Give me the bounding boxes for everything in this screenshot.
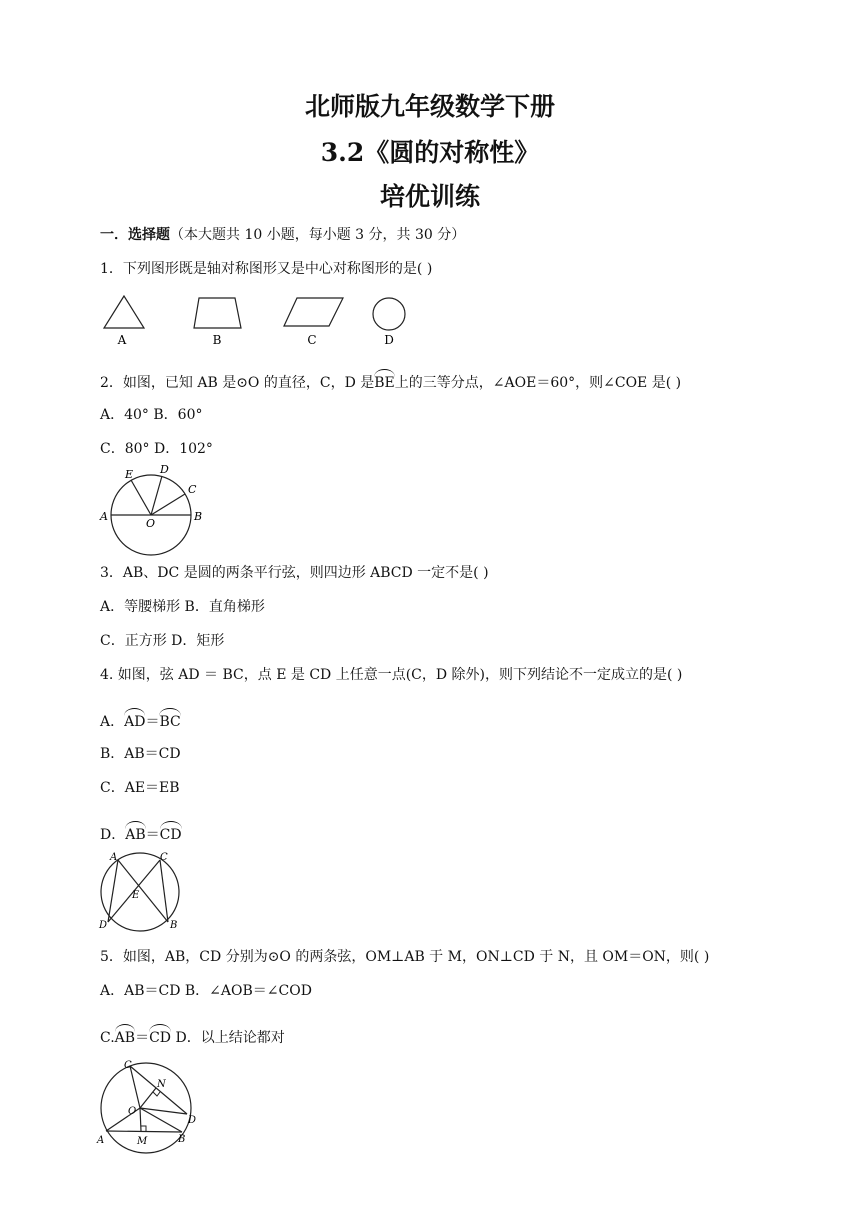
title-book: 北师版九年级数学下册 <box>304 92 555 121</box>
q5-label-c: C <box>124 1060 132 1071</box>
shape-label-b: B <box>212 333 222 347</box>
q2-options-2: C．80° D．102° <box>100 441 213 457</box>
q2-stem <box>100 372 681 392</box>
q3-options-1: A．等腰梯形 B．直角梯形 <box>100 599 265 615</box>
trapezoid-shape <box>194 298 241 328</box>
q5-options-1: A．AB＝CD B．∠AOB＝∠COD <box>100 983 312 999</box>
shape-label-a: A <box>117 333 127 347</box>
q2-circle-figure <box>96 462 206 558</box>
q2-stem-part2: 上的三等分点，∠AOE＝60°，则∠COE 是( ) <box>394 375 682 391</box>
q5-label-d: D <box>188 1115 197 1126</box>
q2-label-b: B <box>194 510 203 523</box>
q5-chord-cd <box>130 1066 187 1114</box>
q2-label-o: O <box>146 517 156 530</box>
q4-label-d: D <box>99 920 108 931</box>
q5-option-c-equals: ＝ <box>135 1030 150 1046</box>
q4-arc-ab: AB <box>125 824 145 844</box>
q2-stem-part1: 2．如图，已知 AB 是⊙O 的直径，C，D 是 <box>100 375 375 391</box>
section-title: 一．选择题 <box>100 227 170 243</box>
section-heading <box>100 226 465 244</box>
q2-arc-be: BE <box>374 372 395 392</box>
q4-label-b: B <box>170 920 178 931</box>
q4-circle-figure <box>94 848 186 934</box>
q5-label-m: M <box>137 1136 148 1147</box>
q4-arc-ad: AD <box>124 711 145 731</box>
shape-label-d: D <box>384 333 394 347</box>
section-note: （本大题共 10 小题，每小题 3 分，共 30 分） <box>170 227 466 243</box>
q5-label-n: N <box>157 1079 166 1090</box>
q5-option-d: D．以上结论都对 <box>171 1030 285 1046</box>
q4-label-c: C <box>160 852 168 863</box>
q5-label-a: A <box>97 1135 105 1146</box>
parallelogram-shape <box>284 298 343 326</box>
q5-chord-ab <box>106 1131 182 1132</box>
q2-radius-oe <box>131 480 151 515</box>
q3-stem: 3．AB、DC 是圆的两条平行弦，则四边形 ABCD 一定不是( ) <box>100 565 489 581</box>
q5-perpendicular-om <box>140 1108 141 1131</box>
q5-label-b: B <box>178 1134 186 1145</box>
q5-arc-ab: AB <box>115 1027 135 1047</box>
title-lesson: 3.2《圆的对称性》 <box>320 138 540 167</box>
q5-right-angle-n <box>153 1092 160 1096</box>
q4-label-e: E <box>132 890 140 901</box>
q5-circle-figure <box>94 1056 206 1156</box>
q3-options-2: C．正方形 D．矩形 <box>100 633 225 649</box>
q2-options-1: A．40° B．60° <box>100 407 203 423</box>
q4-arc-bc: BC <box>159 711 180 731</box>
q2-label-c: C <box>188 483 197 496</box>
q4-option-c: C．AE＝EB <box>100 780 180 796</box>
q2-label-d: D <box>160 463 169 476</box>
q5-perpendicular-on <box>140 1088 156 1108</box>
q4-option-d-prefix: D． <box>100 827 126 843</box>
q5-option-c-prefix: C. <box>100 1030 115 1046</box>
q4-option-a-equals: ＝ <box>145 714 160 730</box>
q4-option-a <box>100 711 181 731</box>
q1-stem: 1．下列图形既是轴对称图形又是中心对称图形的是( ) <box>100 261 433 277</box>
q5-label-o: O <box>128 1106 137 1117</box>
q1-shapes-figure <box>98 290 418 348</box>
shape-label-c: C <box>307 333 317 347</box>
q5-radius-od <box>140 1108 187 1114</box>
circle-shape <box>373 298 405 330</box>
q4-arc-cd: CD <box>160 824 182 844</box>
q4-segment-ab <box>118 860 168 922</box>
q5-radius-oc <box>130 1066 140 1108</box>
q5-right-angle-m <box>141 1126 146 1131</box>
q2-label-a: A <box>100 510 108 523</box>
title-training: 培优训练 <box>379 182 480 211</box>
q5-stem: 5．如图，AB，CD 分别为⊙O 的两条弦，OM⊥AB 于 M，ON⊥CD 于 N，且 OM＝ON，则( ) <box>100 949 710 965</box>
q5-arc-cd: CD <box>149 1027 171 1047</box>
q4-label-a: A <box>110 852 118 863</box>
q4-option-b: B．AB＝CD <box>100 746 181 762</box>
q5-options-2 <box>100 1027 285 1047</box>
q4-option-d <box>100 824 182 844</box>
triangle-shape <box>104 296 144 328</box>
q2-label-e: E <box>125 468 134 481</box>
q4-option-a-prefix: A． <box>100 714 125 730</box>
q4-option-d-equals: ＝ <box>145 827 160 843</box>
q4-stem: 4. 如图，弦 AD ＝ BC，点 E 是 CD 上任意一点(C，D 除外)，则下列结论不一定成立的是( ) <box>100 667 683 683</box>
